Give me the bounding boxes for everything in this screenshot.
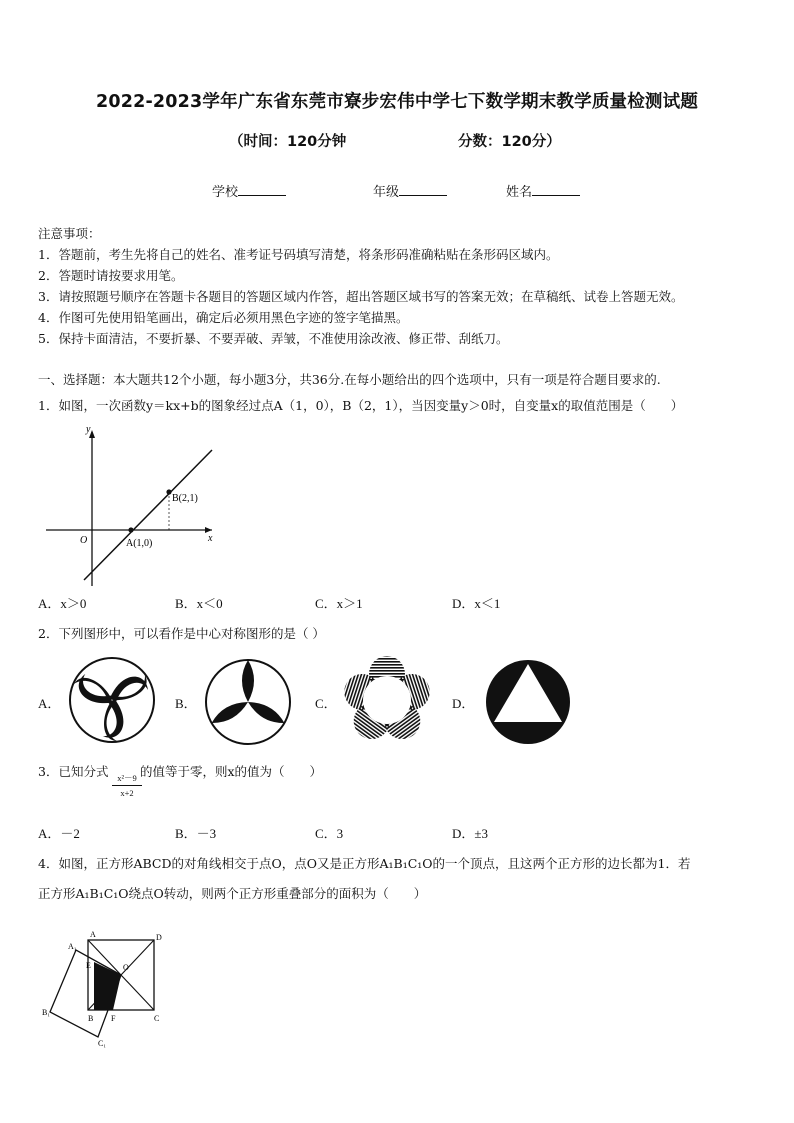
question-4-line-1: 4．如图，正方形ABCD的对角线相交于点O，点O又是正方形A₁B₁C₁O的一个顶点，且这两个正方形的边长都为1．若 [38,856,691,871]
q4-label-b1: B₁ [42,1008,51,1017]
notice-heading: 注意事项： [38,226,101,241]
q1-origin-label: O [80,535,88,546]
q3-option-b[interactable]: B．－3 [175,826,217,841]
q3-option-c[interactable]: C．3 [315,826,344,841]
notice-item: 5．保持卡面清洁，不要折暴、不要弄破、弄皱，不准使用涂改液、修正带、刮纸刀。 [38,331,509,346]
q4-label-e: E [86,961,91,970]
question-3-stem-before: 3．已知分式 [38,764,109,779]
q1-option-b[interactable]: B．x＜0 [175,596,223,611]
notice-item: 3．请按照题号顺序在答题卡各题目的答题区域内作答，超出答题区域书写的答案无效；在草稿纸、试卷上答题无效。 [38,289,684,304]
q4-label-a: A [90,930,96,939]
q3-denominator: x+2 [120,788,134,798]
section-heading: 一、选择题：本大题共12个小题，每小题3分，共36分.在每小题给出的四个选项中，只有一项是符合题目要求的. [38,372,661,387]
q1-option-a[interactable]: A．x＞0 [38,596,87,611]
q4-label-a1: A₁ [68,942,77,951]
q1-y-axis-label: y [86,424,91,435]
exam-score: 分数：120分） [458,134,561,150]
question-4-line-2: 正方形A₁B₁C₁O绕点O转动，则两个正方形重叠部分的面积为（ ） [38,886,427,901]
q2-option-d-label[interactable]: D． [452,696,475,711]
q4-label-f: F [111,1014,116,1023]
notice-item: 4．作图可先使用铅笔画出，确定后必须用黑色字迹的签字笔描黑。 [38,310,409,325]
page-title: 2022-2023学年广东省东莞市寮步宏伟中学七下数学期末教学质量检测试题 [95,92,699,112]
q3-option-a[interactable]: A．－2 [38,826,80,841]
q1-option-d[interactable]: D．x＜1 [452,596,501,611]
notice-item: 1．答题前，考生先将自己的姓名、准考证号码填写清楚，将条形码准确粘贴在条形码区域内。 [38,247,559,262]
q4-label-c1: C₁ [98,1039,107,1048]
q2-option-a-label[interactable]: A． [38,696,61,711]
q2-option-b-label[interactable]: B． [175,696,197,711]
q2-option-c-label[interactable]: C． [315,696,337,711]
question-3-stem-after: 的值等于零，则x的值为（ ） [140,764,323,779]
q3-option-d[interactable]: D．±3 [452,826,489,841]
q4-label-c: C [154,1014,160,1023]
q4-label-b: B [88,1014,94,1023]
question-1-stem: 1．如图，一次函数y＝kx+b的图象经过点A（1，0），B（2，1），当因变量y＞0时，自变量x的取值范围是（ ） [38,398,684,413]
exam-time: （时间：120分钟 [229,134,347,150]
question-2-stem: 2．下列图形中，可以看作是中心对称图形的是（ ） [38,626,325,641]
q1-option-c[interactable]: C．x＞1 [315,596,363,611]
q4-label-o: O [123,963,129,972]
q1-x-axis-label: x [208,533,213,544]
q1-point-a-label: A(1,0) [126,538,153,549]
notice-item: 2．答题时请按要求用笔。 [38,268,184,283]
name-label: 姓名 [506,185,533,200]
q1-point-b-label: B(2,1) [172,493,198,504]
q3-numerator: x²－9 [112,772,142,786]
q4-label-d: D [156,933,162,942]
grade-label: 年级 [373,185,400,200]
school-label: 学校 [212,185,239,200]
